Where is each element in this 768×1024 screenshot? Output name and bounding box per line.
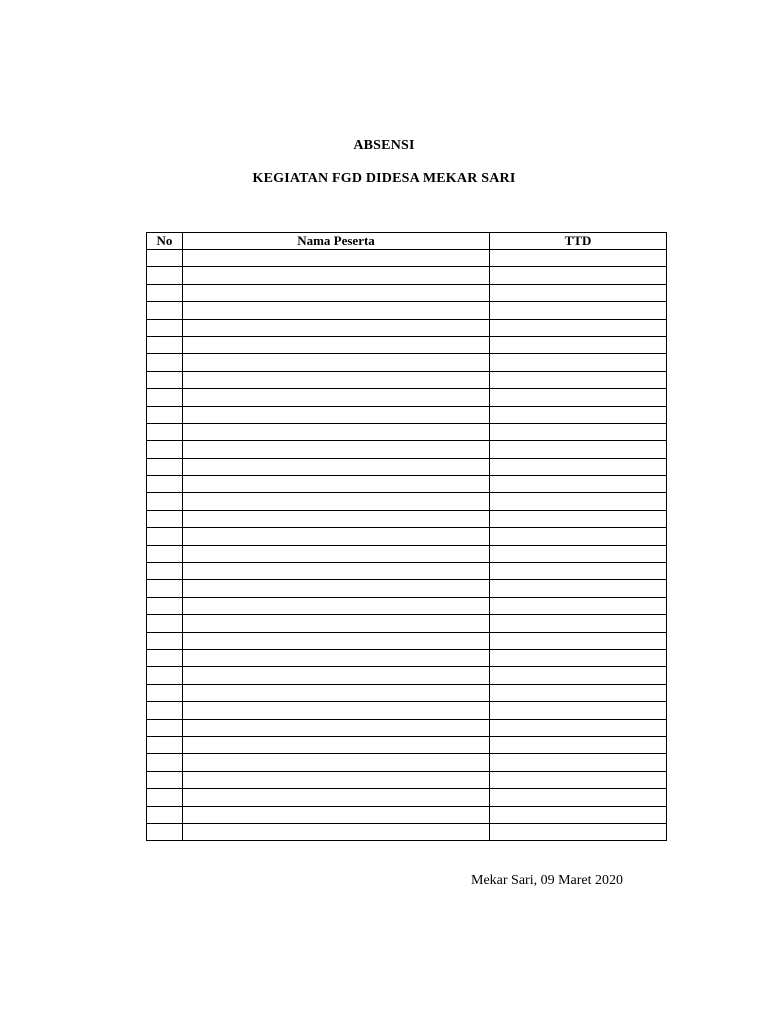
cell-nama-peserta bbox=[183, 423, 490, 440]
cell-ttd bbox=[490, 302, 667, 319]
table-row bbox=[147, 632, 667, 649]
cell-nama-peserta bbox=[183, 580, 490, 597]
cell-nama-peserta bbox=[183, 719, 490, 736]
cell-nama-peserta bbox=[183, 354, 490, 371]
cell-nama-peserta bbox=[183, 441, 490, 458]
table-row bbox=[147, 597, 667, 614]
cell-no bbox=[147, 684, 183, 701]
table-row bbox=[147, 719, 667, 736]
cell-ttd bbox=[490, 736, 667, 753]
cell-no bbox=[147, 284, 183, 301]
table-row bbox=[147, 250, 667, 267]
table-row bbox=[147, 371, 667, 388]
cell-nama-peserta bbox=[183, 267, 490, 284]
cell-nama-peserta bbox=[183, 684, 490, 701]
cell-ttd bbox=[490, 719, 667, 736]
cell-no bbox=[147, 615, 183, 632]
cell-no bbox=[147, 597, 183, 614]
cell-no bbox=[147, 319, 183, 336]
table-row bbox=[147, 823, 667, 840]
cell-nama-peserta bbox=[183, 528, 490, 545]
table-row bbox=[147, 545, 667, 562]
cell-nama-peserta bbox=[183, 493, 490, 510]
cell-no bbox=[147, 632, 183, 649]
cell-no bbox=[147, 267, 183, 284]
cell-ttd bbox=[490, 319, 667, 336]
cell-no bbox=[147, 545, 183, 562]
cell-no bbox=[147, 371, 183, 388]
table-row bbox=[147, 736, 667, 753]
cell-no bbox=[147, 354, 183, 371]
cell-ttd bbox=[490, 615, 667, 632]
cell-no bbox=[147, 493, 183, 510]
table-row bbox=[147, 684, 667, 701]
cell-ttd bbox=[490, 684, 667, 701]
table-row bbox=[147, 702, 667, 719]
cell-no bbox=[147, 771, 183, 788]
cell-ttd bbox=[490, 597, 667, 614]
cell-ttd bbox=[490, 441, 667, 458]
table-row bbox=[147, 580, 667, 597]
cell-nama-peserta bbox=[183, 371, 490, 388]
cell-ttd bbox=[490, 406, 667, 423]
cell-no bbox=[147, 563, 183, 580]
table-row bbox=[147, 493, 667, 510]
cell-no bbox=[147, 667, 183, 684]
cell-no bbox=[147, 389, 183, 406]
table-header-row bbox=[147, 233, 667, 250]
cell-nama-peserta bbox=[183, 406, 490, 423]
table-row bbox=[147, 771, 667, 788]
table-row bbox=[147, 754, 667, 771]
cell-ttd bbox=[490, 267, 667, 284]
cell-no bbox=[147, 406, 183, 423]
document-title: ABSENSI bbox=[353, 138, 415, 153]
table-row bbox=[147, 354, 667, 371]
table-row bbox=[147, 302, 667, 319]
cell-no bbox=[147, 476, 183, 493]
table-row bbox=[147, 423, 667, 440]
cell-no bbox=[147, 302, 183, 319]
cell-nama-peserta bbox=[183, 302, 490, 319]
cell-ttd bbox=[490, 458, 667, 475]
cell-no bbox=[147, 806, 183, 823]
cell-ttd bbox=[490, 371, 667, 388]
cell-no bbox=[147, 458, 183, 475]
cell-nama-peserta bbox=[183, 510, 490, 527]
table-row bbox=[147, 563, 667, 580]
header-ttd: TTD bbox=[490, 233, 667, 250]
cell-ttd bbox=[490, 389, 667, 406]
cell-no bbox=[147, 649, 183, 666]
table-row bbox=[147, 806, 667, 823]
cell-no bbox=[147, 823, 183, 840]
cell-ttd bbox=[490, 423, 667, 440]
cell-nama-peserta bbox=[183, 823, 490, 840]
cell-nama-peserta bbox=[183, 632, 490, 649]
table-row bbox=[147, 406, 667, 423]
cell-ttd bbox=[490, 545, 667, 562]
cell-no bbox=[147, 754, 183, 771]
cell-ttd bbox=[490, 754, 667, 771]
cell-ttd bbox=[490, 493, 667, 510]
cell-no bbox=[147, 580, 183, 597]
cell-no bbox=[147, 702, 183, 719]
cell-no bbox=[147, 736, 183, 753]
cell-no bbox=[147, 336, 183, 353]
cell-nama-peserta bbox=[183, 458, 490, 475]
cell-no bbox=[147, 423, 183, 440]
table-row bbox=[147, 336, 667, 353]
cell-nama-peserta bbox=[183, 476, 490, 493]
cell-ttd bbox=[490, 771, 667, 788]
table-row bbox=[147, 267, 667, 284]
cell-nama-peserta bbox=[183, 806, 490, 823]
cell-nama-peserta bbox=[183, 319, 490, 336]
table-row bbox=[147, 476, 667, 493]
cell-ttd bbox=[490, 250, 667, 267]
header-nama-peserta: Nama Peserta bbox=[183, 233, 490, 250]
cell-ttd bbox=[490, 789, 667, 806]
table-row bbox=[147, 441, 667, 458]
cell-no bbox=[147, 719, 183, 736]
cell-ttd bbox=[490, 649, 667, 666]
cell-nama-peserta bbox=[183, 789, 490, 806]
cell-ttd bbox=[490, 823, 667, 840]
cell-ttd bbox=[490, 563, 667, 580]
cell-nama-peserta bbox=[183, 284, 490, 301]
cell-ttd bbox=[490, 284, 667, 301]
cell-ttd bbox=[490, 354, 667, 371]
place-date: Mekar Sari, 09 Maret 2020 bbox=[471, 873, 624, 888]
table-row bbox=[147, 789, 667, 806]
attendance-table bbox=[146, 232, 667, 841]
document-subtitle: KEGIATAN FGD DIDESA MEKAR SARI bbox=[252, 171, 516, 186]
cell-nama-peserta bbox=[183, 702, 490, 719]
cell-nama-peserta bbox=[183, 754, 490, 771]
table-row bbox=[147, 389, 667, 406]
cell-ttd bbox=[490, 702, 667, 719]
cell-nama-peserta bbox=[183, 615, 490, 632]
cell-nama-peserta bbox=[183, 597, 490, 614]
table-row bbox=[147, 615, 667, 632]
cell-nama-peserta bbox=[183, 336, 490, 353]
table-row bbox=[147, 649, 667, 666]
table-row bbox=[147, 319, 667, 336]
cell-ttd bbox=[490, 528, 667, 545]
table-row bbox=[147, 510, 667, 527]
cell-ttd bbox=[490, 476, 667, 493]
cell-ttd bbox=[490, 667, 667, 684]
cell-no bbox=[147, 250, 183, 267]
cell-nama-peserta bbox=[183, 667, 490, 684]
cell-nama-peserta bbox=[183, 545, 490, 562]
cell-nama-peserta bbox=[183, 771, 490, 788]
attendance-table-body bbox=[147, 250, 667, 841]
cell-no bbox=[147, 528, 183, 545]
cell-no bbox=[147, 441, 183, 458]
cell-nama-peserta bbox=[183, 649, 490, 666]
cell-no bbox=[147, 789, 183, 806]
cell-ttd bbox=[490, 510, 667, 527]
table-row bbox=[147, 667, 667, 684]
cell-nama-peserta bbox=[183, 736, 490, 753]
cell-nama-peserta bbox=[183, 389, 490, 406]
table-row bbox=[147, 528, 667, 545]
cell-ttd bbox=[490, 806, 667, 823]
cell-nama-peserta bbox=[183, 250, 490, 267]
table-row bbox=[147, 458, 667, 475]
cell-no bbox=[147, 510, 183, 527]
cell-ttd bbox=[490, 336, 667, 353]
cell-nama-peserta bbox=[183, 563, 490, 580]
cell-ttd bbox=[490, 632, 667, 649]
table-row bbox=[147, 284, 667, 301]
header-no: No bbox=[147, 233, 183, 250]
cell-ttd bbox=[490, 580, 667, 597]
